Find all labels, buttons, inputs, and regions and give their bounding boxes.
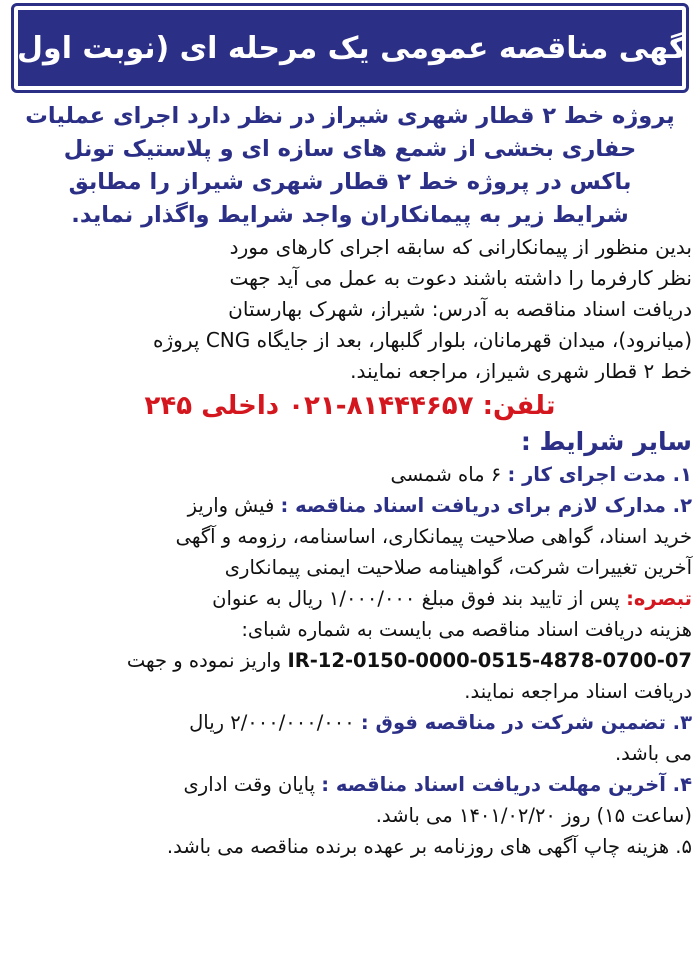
body-line: بدین منظور از پیمانکارانی که سابقه اجرای کارهای مورد [229,235,692,259]
body-line: دریافت اسناد مناقصه به آدرس: شیراز، شهرک بهارستان [228,297,692,321]
condition-label: ۲. مدارک لازم برای دریافت اسناد مناقصه : [280,494,692,517]
condition-item-3 [8,707,692,769]
phone-number: تلفن: ۸۱۴۴۴۶۵۷-۰۲۱ داخلی ۲۴۵ [144,391,556,421]
condition-item-4 [8,769,692,831]
note-label: تبصره: [626,587,692,610]
condition-text: می باشد. [614,742,692,765]
intro-paragraph [8,100,692,232]
body-line: نظر کارفرما را داشته باشند دعوت به عمل می آید جهت [229,266,692,290]
condition-text: آخرین تغییرات شرکت، گواهینامه صلاحیت ایمنی پیمانکاری [224,556,692,579]
intro-line: باکس در پروژه خط ۲ قطار شهری شیراز را مطابق [68,169,632,195]
condition-label: ۱. مدت اجرای کار : [507,463,692,486]
condition-text: خرید اسناد، گواهی صلاحیت پیمانکاری، اساسنامه، رزومه و آگهی [175,525,692,548]
condition-item-5 [8,831,692,862]
other-conditions-heading: سایر شرایط : [520,427,692,456]
iban-number: IR-12-0150-0000-0515-4878-0700-07 [287,649,692,672]
condition-text: ۶ ماه شمسی [390,463,502,486]
condition-text: فیش واریز [187,494,275,517]
note-text: هزینه دریافت اسناد مناقصه می بایست به شماره شبای: [241,618,692,641]
body-line: خط ۲ قطار شهری شیراز، مراجعه نمایند. [350,359,692,383]
condition-text: پایان وقت اداری [183,773,316,796]
intro-line: پروژه خط ۲ قطار شهری شیراز در نظر دارد اجرای عملیات [25,103,675,129]
condition-text: ۵. هزینه چاپ آگهی های روزنامه بر عهده برنده مناقصه می باشد. [166,835,692,858]
note-item [8,583,692,707]
note-text: واریز نموده و جهت [126,649,282,672]
body-line: (میانرود)، میدان قهرمانان، بلوار گلبهار، بعد از جایگاه CNG پروژه [153,328,692,352]
intro-line: حفاری بخشی از شمع های سازه ای و پلاستیک تونل [63,136,637,162]
note-text: دریافت اسناد مراجعه نمایند. [464,680,692,703]
intro-line: شرایط زیر به پیمانکاران واجد شرایط واگذار نماید. [71,202,629,228]
condition-label: ۴. آخرین مهلت دریافت اسناد مناقصه : [321,773,692,796]
note-text: پس از تایید بند فوق مبلغ ۱/۰۰۰/۰۰۰ ریال به عنوان [212,587,620,610]
title-banner [3,6,697,90]
invitation-paragraph [8,232,692,387]
notice-title: آگهی مناقصه عمومی یک مرحله ای (نوبت اول) [3,30,697,66]
condition-item-1 [8,459,692,490]
condition-text: (ساعت ۱۵) روز ۱۴۰۱/۰۲/۲۰ می باشد. [375,804,692,827]
condition-item-2 [8,490,692,583]
condition-label: ۳. تضمین شرکت در مناقصه فوق : [360,711,692,734]
condition-text: ۲/۰۰۰/۰۰۰/۰۰۰ ریال [189,711,355,734]
